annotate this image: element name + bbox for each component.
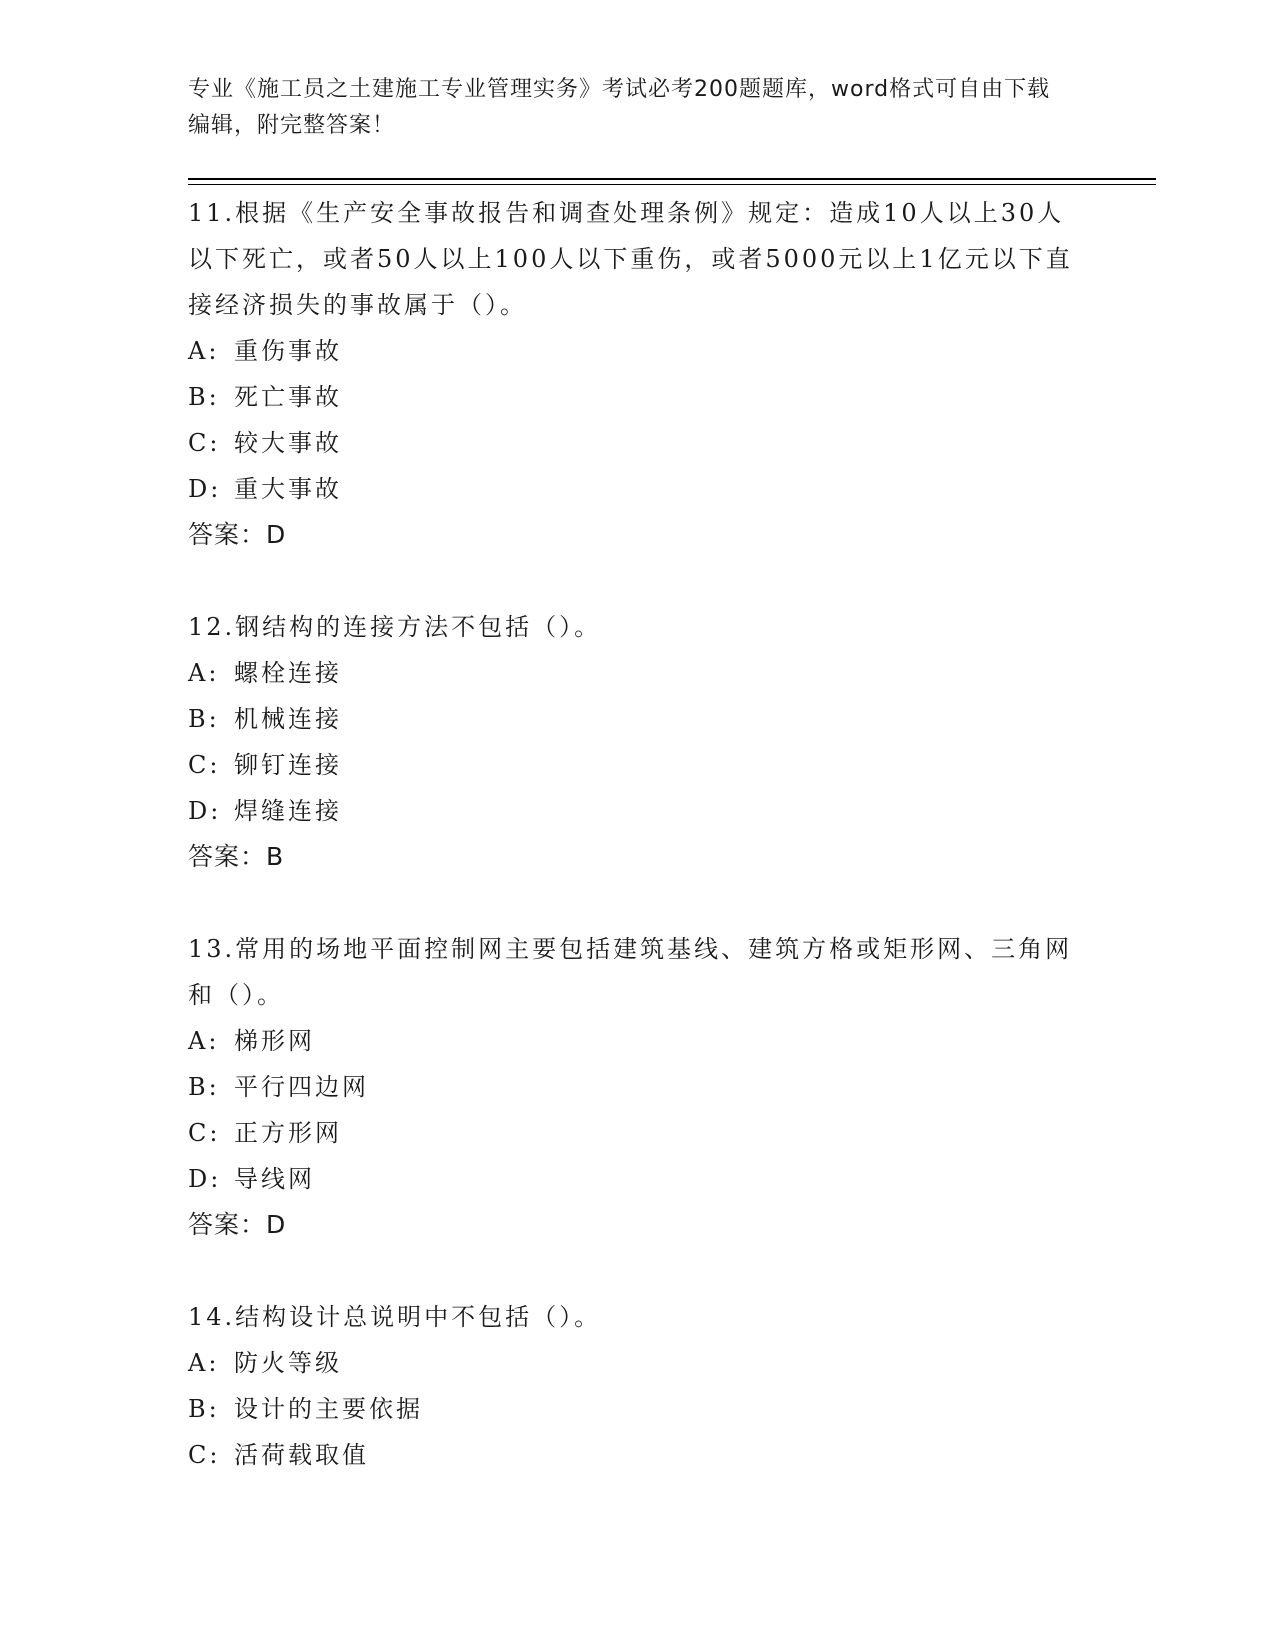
header-rule-thin [188, 184, 1156, 185]
option-b [188, 374, 1088, 420]
option-a [188, 1018, 1088, 1064]
option-b [188, 1064, 1088, 1110]
option-letter: D: [188, 475, 222, 503]
option-d [188, 1156, 1088, 1202]
question-text: 11.根据《生产安全事故报告和调查处理条例》规定：造成10人以上30人以下死亡，或者50人以上100人以下重伤，或者5000元以上1亿元以下直接经济损失的事故属于（）。 [188, 199, 1073, 319]
option-text: 梯形网 [234, 1027, 315, 1055]
option-text: 正方形网 [234, 1119, 342, 1147]
option-d [188, 466, 1088, 512]
option-text: 焊缝连接 [234, 797, 342, 825]
option-a [188, 328, 1088, 374]
option-letter: A: [188, 1349, 220, 1377]
option-letter: C: [188, 429, 221, 457]
option-b [188, 1386, 1088, 1432]
option-letter: A: [188, 1027, 220, 1055]
question-text: 14.结构设计总说明中不包括（）。 [188, 1303, 602, 1331]
option-a [188, 650, 1088, 696]
option-d [188, 788, 1088, 834]
header-rule-thick [188, 178, 1156, 180]
question-list [188, 190, 1088, 1524]
option-text: 设计的主要依据 [234, 1395, 423, 1423]
option-text: 导线网 [234, 1165, 315, 1193]
option-b [188, 696, 1088, 742]
option-text: 机械连接 [234, 705, 342, 733]
option-letter: D: [188, 797, 222, 825]
option-c [188, 742, 1088, 788]
option-letter: C: [188, 1441, 221, 1469]
answer-line: 答案：D [188, 1210, 287, 1239]
question-14 [188, 1294, 1088, 1478]
question-11 [188, 190, 1088, 558]
option-text: 重伤事故 [234, 337, 342, 365]
answer-line: 答案：B [188, 842, 285, 871]
option-text: 较大事故 [234, 429, 342, 457]
option-text: 防火等级 [234, 1349, 342, 1377]
option-text: 铆钉连接 [234, 751, 342, 779]
option-text: 重大事故 [234, 475, 342, 503]
option-text: 死亡事故 [234, 383, 342, 411]
option-text: 活荷载取值 [234, 1441, 369, 1469]
option-letter: C: [188, 1119, 221, 1147]
option-letter: B: [188, 1395, 220, 1423]
question-text: 13.常用的场地平面控制网主要包括建筑基线、建筑方格或矩形网、三角网和（）。 [188, 935, 1073, 1009]
option-letter: B: [188, 383, 220, 411]
option-letter: D: [188, 1165, 222, 1193]
option-letter: B: [188, 705, 220, 733]
option-c [188, 1432, 1088, 1478]
question-12 [188, 604, 1088, 880]
option-c [188, 420, 1088, 466]
option-a [188, 1340, 1088, 1386]
answer-line: 答案：D [188, 520, 287, 549]
document-intro: 专业《施工员之土建施工专业管理实务》考试必考200题题库，word格式可自由下载编辑，附完整答案！ [188, 77, 1051, 138]
option-letter: C: [188, 751, 221, 779]
option-text: 平行四边网 [234, 1073, 369, 1101]
option-letter: B: [188, 1073, 220, 1101]
question-text: 12.钢结构的连接方法不包括（）。 [188, 613, 602, 641]
option-text: 螺栓连接 [234, 659, 342, 687]
question-13 [188, 926, 1088, 1248]
option-letter: A: [188, 337, 220, 365]
option-letter: A: [188, 659, 220, 687]
option-c [188, 1110, 1088, 1156]
